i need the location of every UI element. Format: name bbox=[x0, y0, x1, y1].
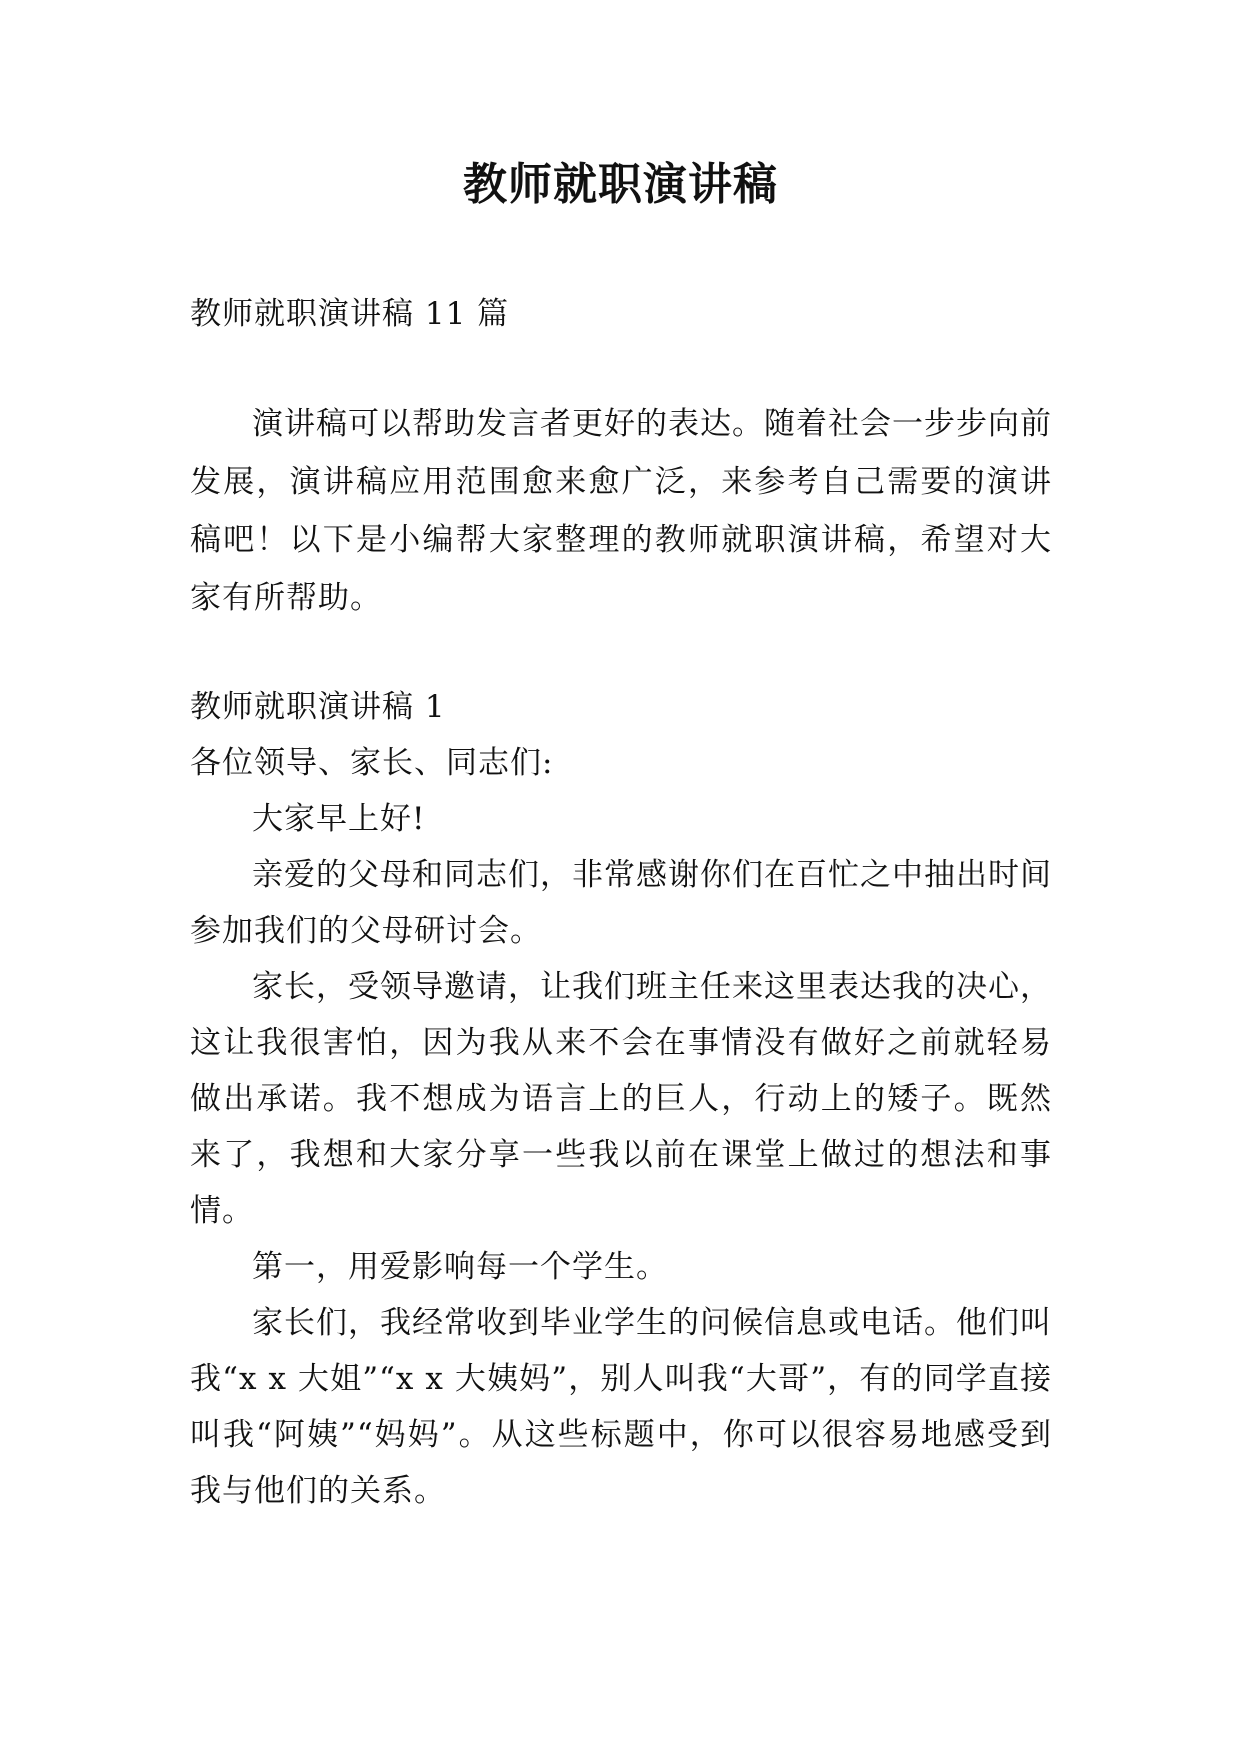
paragraph-thanks: 亲爱的父母和同志们，非常感谢你们在百忙之中抽出时间参加我们的父母研讨会。 bbox=[190, 857, 1052, 949]
paragraph-resolve: 家长，受领导邀请，让我们班主任来这里表达我的决心，这让我很害怕，因为我从来不会在事情没有做好之前就轻易做出承诺。我不想成为语言上的巨人，行动上的矮子。既然来了，我想和大家分享一些我以前在课堂上做过的想法和事情。 bbox=[190, 969, 1052, 1229]
document-subtitle: 教师就职演讲稿 11 篇 bbox=[190, 296, 510, 332]
document-body bbox=[190, 285, 1052, 1519]
paragraph-students: 家长们，我经常收到毕业学生的问候信息或电话。他们叫我“x x 大姐”“x x 大姨妈”，别人叫我“大哥”，有的同学直接叫我“阿姨”“妈妈”。从这些标题中，你可以很容易地感受到我与他们的关系。 bbox=[190, 1305, 1052, 1509]
section-heading: 教师就职演讲稿 1 bbox=[190, 689, 446, 725]
salutation: 各位领导、家长、同志们: bbox=[190, 745, 554, 781]
document-title: 教师就职演讲稿 bbox=[463, 159, 778, 210]
paragraph-point-one: 第一，用爱影响每一个学生。 bbox=[252, 1249, 668, 1285]
paragraph-greeting: 大家早上好! bbox=[252, 801, 426, 837]
intro-paragraph: 演讲稿可以帮助发言者更好的表达。随着社会一步步向前发展，演讲稿应用范围愈来愈广泛，来参考自己需要的演讲稿吧！以下是小编帮大家整理的教师就职演讲稿，希望对大家有所帮助。 bbox=[190, 406, 1052, 616]
